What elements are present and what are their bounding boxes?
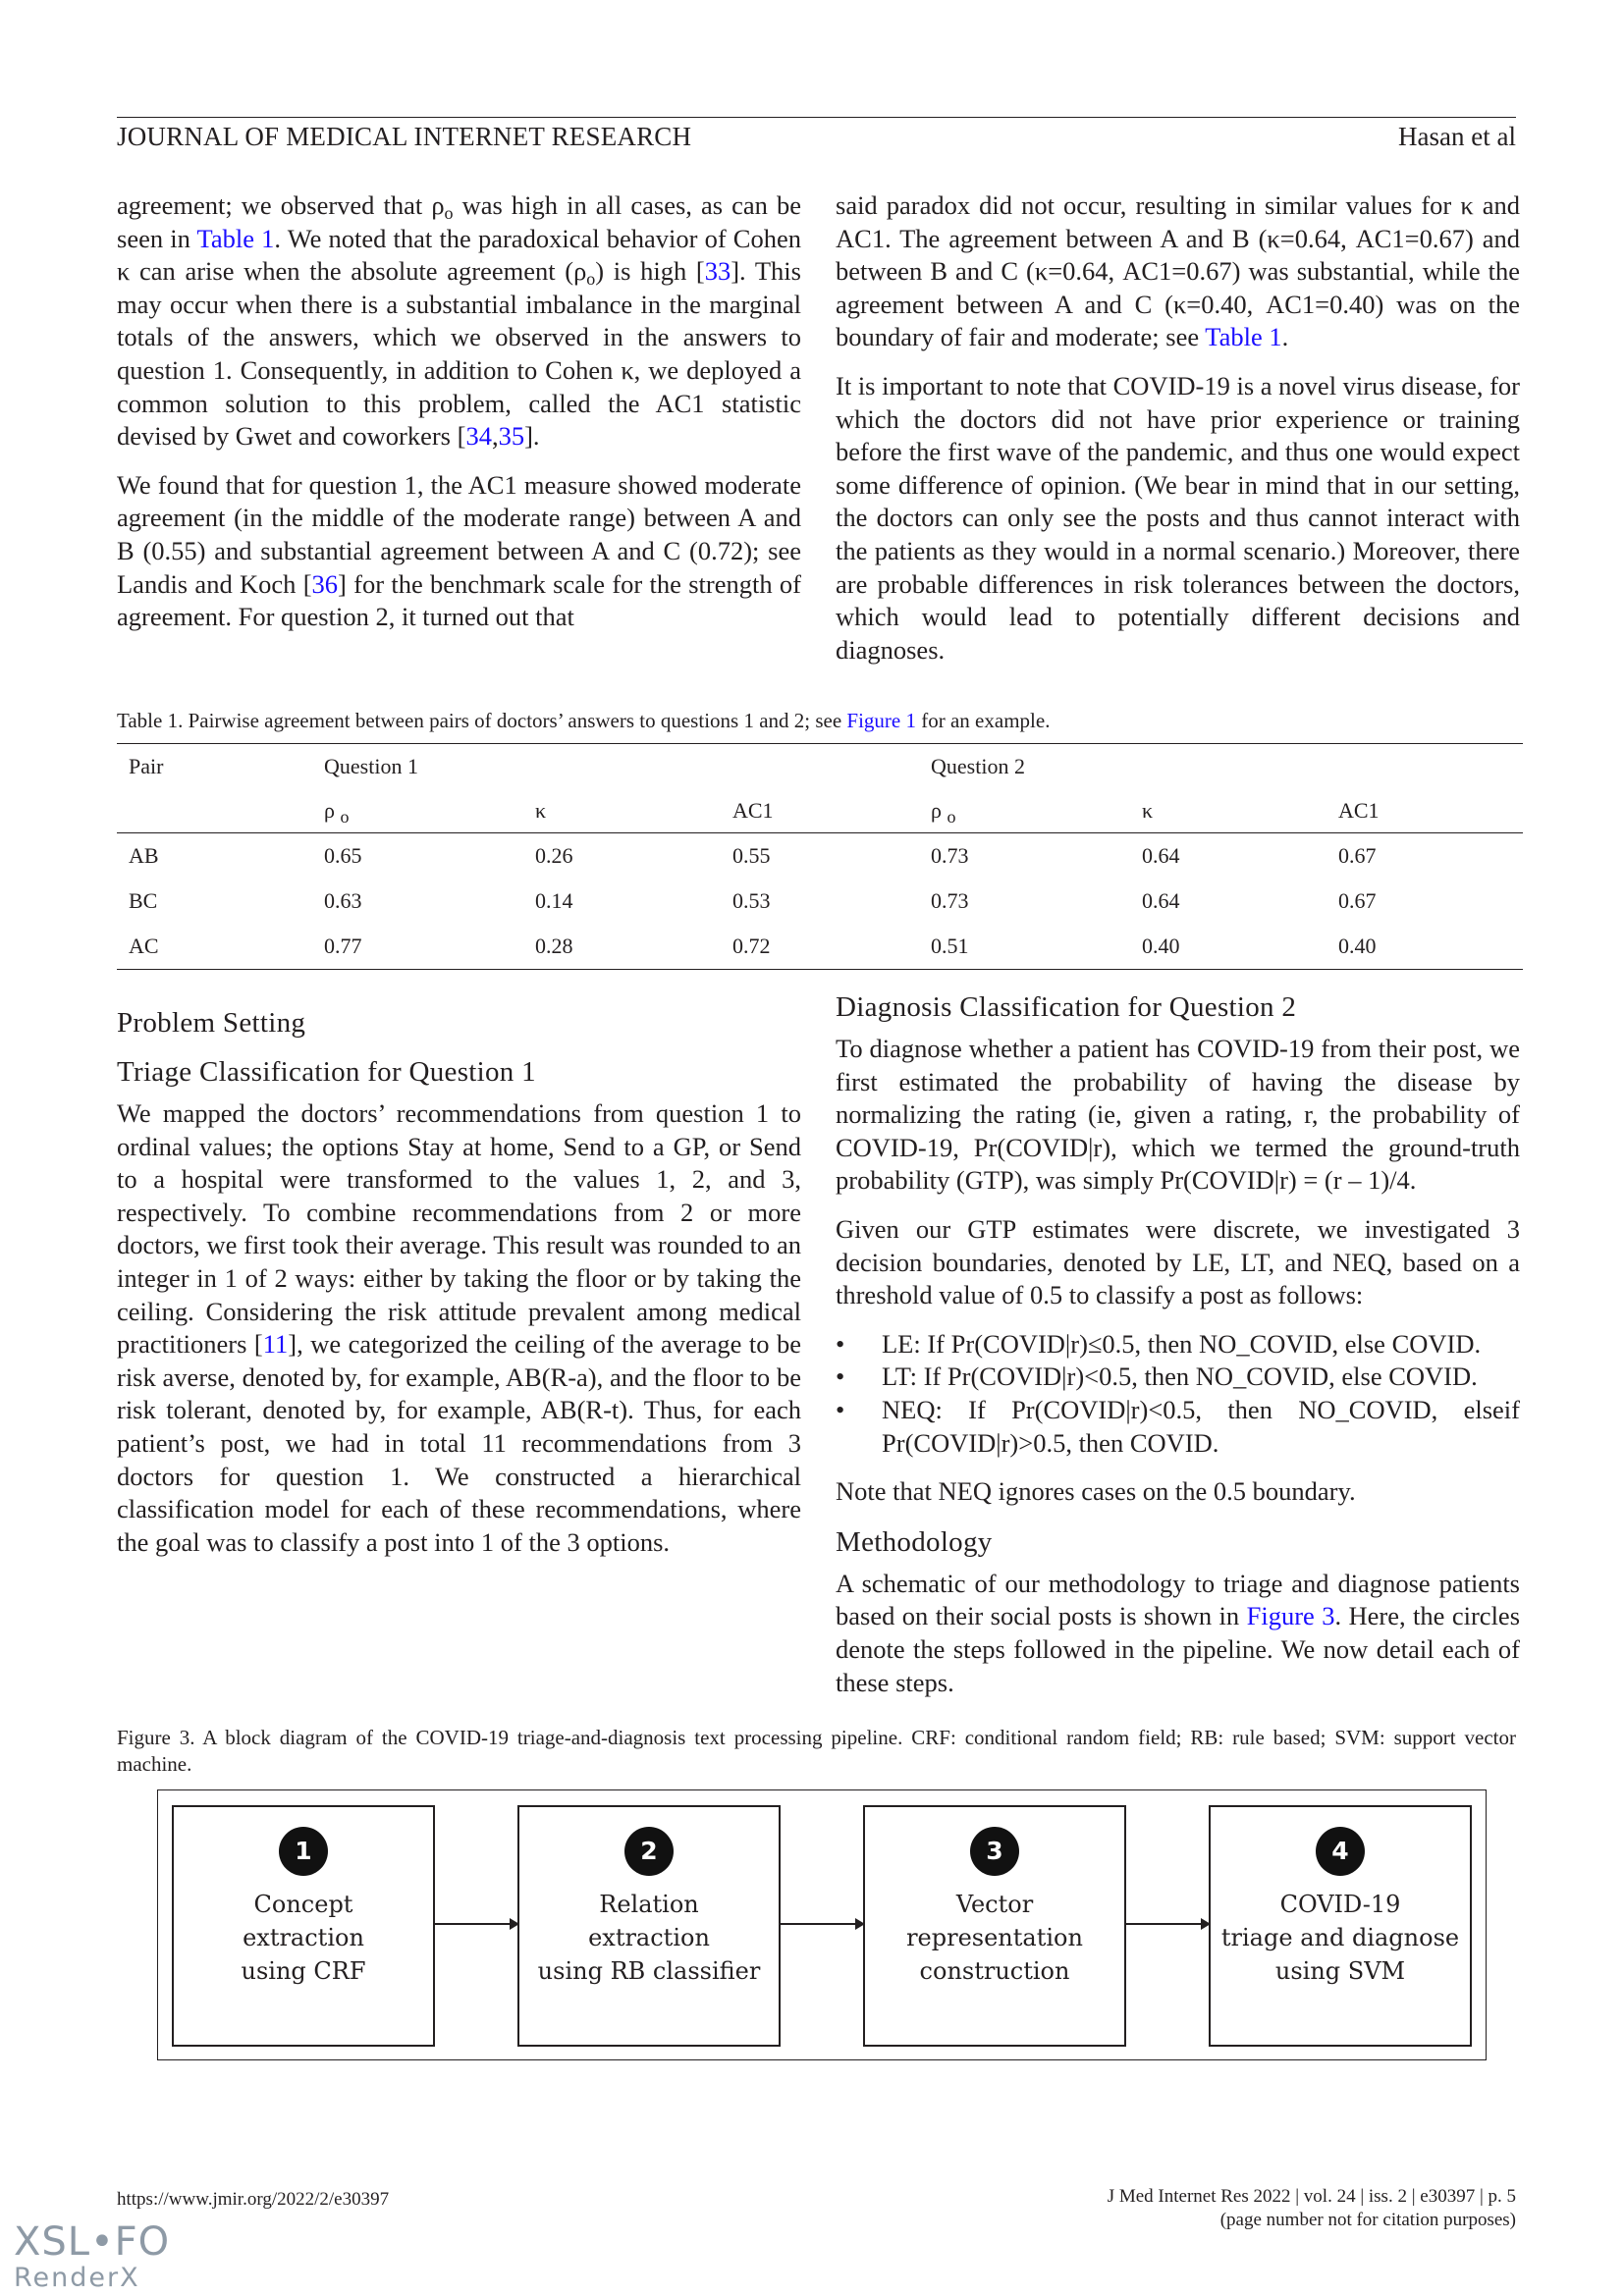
step-2-box bbox=[517, 1805, 781, 2047]
table-cell: 0.73 bbox=[931, 888, 969, 913]
step-2-badge: 2 bbox=[624, 1827, 674, 1876]
figure-1-link[interactable]: Figure 1 bbox=[846, 709, 916, 732]
col-kappa-q1: κ bbox=[523, 788, 721, 833]
step-3-box bbox=[863, 1805, 1126, 2047]
table-1-link[interactable]: Table 1 bbox=[196, 223, 275, 253]
section-heading-triage: Triage Classification for Question 1 bbox=[117, 1056, 536, 1088]
table-cell: AB bbox=[129, 843, 159, 868]
ref-36-link[interactable]: 36 bbox=[311, 568, 339, 599]
col-rho-o-q1: ρ $_o$ bbox=[312, 788, 523, 833]
ref-35-link[interactable]: 35 bbox=[498, 421, 525, 452]
list-item: • NEQ: If Pr(COVID|r)<0.5, then NO_COVID, elseif Pr(COVID|r)>0.5, then COVID. bbox=[836, 1394, 1520, 1460]
ref-33-link[interactable]: 33 bbox=[704, 256, 731, 287]
step-1-box bbox=[172, 1805, 435, 2047]
list-item: • LE: If Pr(COVID|r)≤0.5, then NO_COVID, else COVID. bbox=[836, 1328, 1520, 1362]
table-header-row bbox=[117, 744, 1523, 789]
figure-3-link[interactable]: Figure 3 bbox=[1246, 1601, 1335, 1631]
paragraph: Given our GTP estimates were discrete, we investigated 3 decision boundaries, denoted by LE, LT, and NEQ, based on a threshold value of 0.5 to classify a post as follows: bbox=[836, 1213, 1520, 1310]
col-rho-o-q2: ρ $_o$ bbox=[919, 788, 1130, 833]
table-cell: 0.72 bbox=[721, 924, 919, 970]
table-cell: BC bbox=[129, 888, 158, 913]
col-ac1-q2: AC1 bbox=[1326, 788, 1523, 833]
list-item: • LT: If Pr(COVID|r)<0.5, then NO_COVID, else COVID. bbox=[836, 1361, 1520, 1394]
table-cell: 0.53 bbox=[732, 888, 771, 913]
article-url[interactable]: https://www.jmir.org/2022/2/e30397 bbox=[117, 2189, 390, 2210]
agreement-table bbox=[117, 743, 1523, 970]
col-pair: Pair bbox=[129, 753, 164, 778]
ref-34-link[interactable]: 34 bbox=[465, 421, 492, 452]
table-cell: 0.26 bbox=[535, 843, 573, 868]
table-cell: 0.55 bbox=[732, 843, 771, 868]
paragraph: A schematic of our methodology to triage and diagnose patients based on their social posts is shown in Figure 3. Here, the circles denote the steps followed in the pipeline. We now detail each of these steps. bbox=[836, 1568, 1521, 1697]
arrow-3-4 bbox=[1126, 1923, 1209, 1925]
figure-3-caption: Figure 3. A block diagram of the COVID-19 triage-and-diagnosis text processing pipeline. CRF: conditional random field; RB: rule based; SVM: support vector machine. bbox=[117, 1726, 1516, 1776]
table-row bbox=[117, 833, 1523, 880]
table-cell: 0.73 bbox=[931, 843, 969, 868]
paragraph: Note that NEQ ignores cases on the 0.5 boundary. bbox=[836, 1476, 1356, 1507]
section-heading-problem-setting: Problem Setting bbox=[117, 1007, 306, 1039]
col-question-1: Question 1 bbox=[324, 753, 418, 778]
table-cell: 0.63 bbox=[324, 888, 362, 913]
step-label: Relation bbox=[599, 1891, 699, 1918]
table-cell: 0.64 bbox=[1142, 888, 1180, 913]
step-label: construction bbox=[919, 1957, 1070, 1985]
paragraph: We mapped the doctors’ recommendations from question 1 to ordinal values; the options Stay at home, Send to a GP, or Send to a hospital were transformed to the values 1, 2, and 3, respectively. To combine recommendations from 2 or more doctors, we first took their average. This result was rounded to an integer in 1 of 2 ways: either by taking the floor or by taking the ceiling. Considering the risk attitude prevalent among medical practitioners [11], we categorized the ceiling of the average to be risk averse, denoted by, for example, AB(R-a), and the floor to be risk tolerant, denoted by, for example, AB(R-t). Thus, for each patient’s post, we had in total 11 recommendations from 3 doctors for question 1. We constructed a hierarchical classification model for each of these recommendations, where the goal was to classify a post into 1 of the 3 options. bbox=[117, 1098, 801, 1557]
ref-11-link[interactable]: 11 bbox=[262, 1329, 289, 1360]
table-cell: 0.77 bbox=[312, 924, 523, 970]
table-cell: 0.51 bbox=[919, 924, 1130, 970]
col-ac1-q1: AC1 bbox=[721, 788, 919, 833]
step-label: using RB classifier bbox=[537, 1957, 761, 1985]
step-label: extraction bbox=[588, 1924, 710, 1951]
step-label: extraction bbox=[243, 1924, 364, 1951]
step-label: using SVM bbox=[1274, 1957, 1406, 1985]
step-label: triage and diagnose bbox=[1220, 1924, 1460, 1951]
paragraph: To diagnose whether a patient has COVID-19 from their post, we first estimated the probability of having the disease by normalizing the rating (ie, given a rating, r, the probability of COVID-19, Pr(COVID|r), which we termed the ground-truth probability (GTP), was simply Pr(COVID|r) = (r – 1)/4. bbox=[836, 1034, 1520, 1196]
right-column-bottom bbox=[836, 989, 1520, 1715]
left-column-top bbox=[117, 189, 801, 650]
xslfo-renderx-logo: XSL•FO RenderX bbox=[14, 2219, 171, 2293]
arrow-2-3 bbox=[781, 1923, 863, 1925]
step-label: using CRF bbox=[241, 1957, 366, 1985]
right-column-top bbox=[836, 189, 1520, 682]
section-heading-diagnosis: Diagnosis Classification for Question 2 bbox=[836, 991, 1297, 1023]
paragraph: agreement; we observed that $\rho_o$ was high in all cases, as can be seen in Table 1. We noted that the paradoxical behavior of Cohen κ can arise when the absolute agreement $(\rho_o)$ is high [33]. This may occur when there is a substantial imbalance in the marginal totals of the answers, which we observed in the answers to question 1. Consequently, in addition to Cohen κ, we deployed a common solution to this problem, called the AC1 statistic devised by Gwet and coworkers [34,35]. bbox=[117, 190, 801, 452]
section-heading-methodology: Methodology bbox=[836, 1525, 993, 1558]
table-1-caption: Table 1. Pairwise agreement between pairs of doctors’ answers to questions 1 and 2; see Figure 1 for an example. bbox=[117, 709, 1051, 732]
table-cell: 0.64 bbox=[1142, 843, 1180, 868]
header-rule bbox=[117, 117, 1516, 118]
step-4-badge: 4 bbox=[1316, 1827, 1365, 1876]
paragraph: We found that for question 1, the AC1 measure showed moderate agreement (in the middle of the moderate range) between A and B (0.55) and substantial agreement between A and C (0.72); see Landis and Koch [36] for the benchmark scale for the strength of agreement. For question 2, it turned out that bbox=[117, 469, 801, 632]
table-cell: 0.28 bbox=[523, 924, 721, 970]
table-cell: 0.67 bbox=[1338, 843, 1377, 868]
table-1-link[interactable]: Table 1 bbox=[1205, 322, 1282, 352]
table-cell: 0.14 bbox=[535, 888, 573, 913]
pipeline-diagram bbox=[157, 1789, 1487, 2060]
step-4-box bbox=[1209, 1805, 1472, 2047]
col-kappa-q2: κ bbox=[1130, 788, 1326, 833]
decision-boundary-list bbox=[836, 1328, 1520, 1460]
table-cell: 0.65 bbox=[324, 843, 362, 868]
arrow-1-2 bbox=[435, 1923, 517, 1925]
table-cell: 0.67 bbox=[1338, 888, 1377, 913]
running-authors: Hasan et al bbox=[1398, 122, 1516, 151]
journal-title: JOURNAL OF MEDICAL INTERNET RESEARCH bbox=[117, 122, 692, 151]
table-cell: 0.40 bbox=[1130, 924, 1326, 970]
table-row bbox=[117, 879, 1523, 924]
left-column-bottom bbox=[117, 1005, 801, 1575]
footer-citation: J Med Internet Res 2022 | vol. 24 | iss. 2 | e30397 | p. 5 (page number not for citation purposes) bbox=[1107, 2186, 1516, 2230]
step-label: representation bbox=[906, 1924, 1083, 1951]
step-label: COVID-19 bbox=[1279, 1891, 1401, 1918]
step-label: Vector bbox=[955, 1891, 1034, 1918]
table-row bbox=[117, 924, 1523, 970]
table-cell: AC bbox=[117, 924, 312, 970]
col-question-2: Question 2 bbox=[931, 753, 1025, 778]
step-label: Concept bbox=[253, 1891, 353, 1918]
step-1-badge: 1 bbox=[279, 1827, 328, 1876]
table-cell: 0.40 bbox=[1326, 924, 1523, 970]
table-subheader-row bbox=[117, 788, 1523, 833]
paragraph: It is important to note that COVID-19 is a novel virus disease, for which the doctors did not have prior experience or training before the first wave of the pandemic, and thus one would expect some difference of opinion. (We bear in mind that in our setting, the doctors can only see the posts and thus cannot interact with the patients as they would in a normal scenario.) Moreover, there are probable differences in risk tolerances between the doctors, which would lead to potentially different decisions and diagnoses. bbox=[836, 370, 1520, 665]
paragraph: said paradox did not occur, resulting in similar values for κ and AC1. The agreement between A and B (κ=0.64, AC1=0.67) and between B and C (κ=0.64, AC1=0.67) was substantial, while the agreement between A and C (κ=0.40, AC1=0.40) was on the boundary of fair and moderate; see Table 1. bbox=[836, 190, 1520, 352]
step-3-badge: 3 bbox=[970, 1827, 1019, 1876]
